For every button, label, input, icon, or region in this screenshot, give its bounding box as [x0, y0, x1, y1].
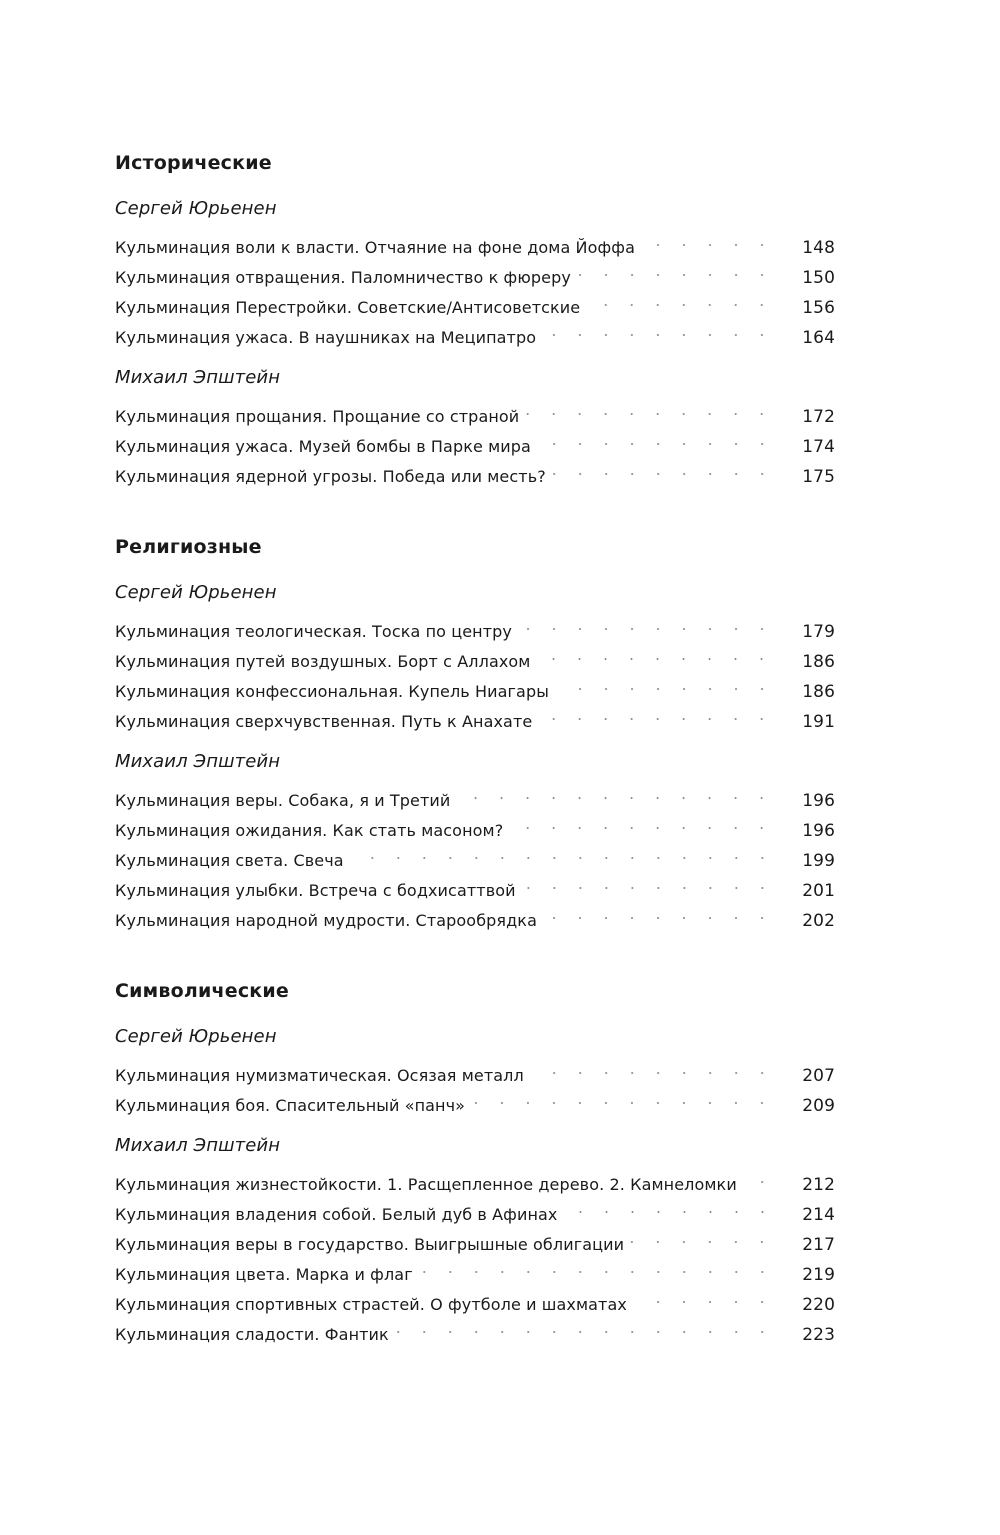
- entry-title: Кульминация цвета. Марка и флаг: [115, 1265, 413, 1284]
- dot-leader: [552, 452, 775, 482]
- dot-leader: [509, 806, 775, 836]
- page-number: 199: [802, 851, 835, 871]
- dot-leader: [536, 637, 775, 667]
- section-title: Исторические: [115, 152, 272, 174]
- author-name: Сергей Юрьенен: [115, 198, 277, 219]
- toc-section: [115, 148, 835, 487]
- dot-leader: [641, 223, 775, 253]
- dot-leader: [525, 392, 775, 422]
- entry-title: Кульминация боя. Спасительный «панч»: [115, 1096, 466, 1115]
- entry-title: Кульминация ужаса. В наушниках на Меципатро: [115, 328, 537, 347]
- page-number: 202: [802, 911, 835, 931]
- author-name: Михаил Эпштейн: [115, 367, 281, 388]
- dot-leader: [537, 422, 775, 452]
- page-number: 191: [802, 712, 835, 732]
- page-number: 164: [802, 328, 835, 348]
- dot-leader: [471, 1081, 775, 1111]
- section-title: Религиозные: [115, 536, 262, 558]
- toc-entry[interactable]: [115, 607, 835, 642]
- entry-title: Кульминация владения собой. Белый дуб в Афинах: [115, 1205, 558, 1224]
- dot-leader: [542, 313, 775, 343]
- table-of-contents: [115, 148, 835, 1345]
- dot-leader: [419, 1250, 775, 1280]
- toc-entry[interactable]: [115, 1160, 835, 1195]
- entry-title: Кульминация ядерной угрозы. Победа или месть?: [115, 467, 546, 486]
- dot-leader: [577, 253, 775, 283]
- author-name: Сергей Юрьенен: [115, 1026, 277, 1047]
- page-number: 186: [802, 682, 835, 702]
- entry-title: Кульминация народной мудрости. Старообрядка: [115, 911, 537, 930]
- author-group: [115, 751, 835, 931]
- dot-leader: [630, 1220, 775, 1250]
- page-number: 209: [802, 1096, 835, 1116]
- page-number: 179: [802, 622, 835, 642]
- author-group: [115, 198, 835, 348]
- page-number: 214: [802, 1205, 835, 1225]
- entry-title: Кульминация улыбки. Встреча с бодхисаттвой: [115, 881, 516, 900]
- toc-section: [115, 976, 835, 1345]
- page-number: 156: [802, 298, 835, 318]
- entry-title: Кульминация путей воздушных. Борт с Аллахом: [115, 652, 531, 671]
- page-number: 186: [802, 652, 835, 672]
- toc-entry[interactable]: [115, 776, 835, 811]
- entry-title: Кульминация Перестройки. Советские/Антисоветские: [115, 298, 581, 317]
- page-number: 148: [802, 238, 835, 258]
- entry-title: Кульминация конфессиональная. Купель Ниагары: [115, 682, 549, 701]
- page-number: 175: [802, 467, 835, 487]
- page-number: 223: [802, 1325, 835, 1345]
- entry-title: Кульминация сладости. Фантик: [115, 1325, 389, 1344]
- entry-title: Кульминация веры. Собака, я и Третий: [115, 791, 451, 810]
- section-title: Символические: [115, 980, 289, 1002]
- dot-leader: [586, 283, 775, 313]
- page-number: 150: [802, 268, 835, 288]
- author-group: [115, 582, 835, 732]
- dot-leader: [518, 607, 775, 637]
- entry-title: Кульминация прощания. Прощание со страной: [115, 407, 520, 426]
- author-group: [115, 1135, 835, 1345]
- entry-title: Кульминация спортивных страстей. О футболе и шахматах: [115, 1295, 627, 1314]
- page-number: 174: [802, 437, 835, 457]
- entry-title: Кульминация воли к власти. Отчаяние на фоне дома Йоффа: [115, 238, 635, 257]
- entry-title: Кульминация веры в государство. Выигрышные облигации: [115, 1235, 625, 1254]
- page-number: 196: [802, 791, 835, 811]
- author-name: Сергей Юрьенен: [115, 582, 277, 603]
- dot-leader: [530, 1051, 775, 1081]
- dot-leader: [522, 866, 775, 896]
- dot-leader: [555, 667, 775, 697]
- dot-leader: [538, 697, 775, 727]
- dot-leader: [543, 896, 775, 926]
- page-number: 201: [802, 881, 835, 901]
- toc-entry[interactable]: [115, 392, 835, 427]
- page-number: 172: [802, 407, 835, 427]
- toc-section: [115, 532, 835, 931]
- entry-title: Кульминация жизнестойкости. 1. Расщепленное дерево. 2. Камнеломки: [115, 1175, 737, 1194]
- toc-entry[interactable]: [115, 1051, 835, 1086]
- entry-title: Кульминация теологическая. Тоска по центру: [115, 622, 512, 641]
- entry-title: Кульминация нумизматическая. Осязая металл: [115, 1066, 524, 1085]
- dot-leader: [633, 1280, 775, 1310]
- page-number: 196: [802, 821, 835, 841]
- author-group: [115, 367, 835, 487]
- page-number: 219: [802, 1265, 835, 1285]
- entry-title: Кульминация света. Свеча: [115, 851, 344, 870]
- entry-title: Кульминация ужаса. Музей бомбы в Парке мира: [115, 437, 531, 456]
- toc-entry[interactable]: [115, 223, 835, 258]
- author-name: Михаил Эпштейн: [115, 751, 281, 772]
- author-name: Михаил Эпштейн: [115, 1135, 281, 1156]
- dot-leader: [456, 776, 775, 806]
- page-number: 207: [802, 1066, 835, 1086]
- page-number: 212: [802, 1175, 835, 1195]
- dot-leader: [743, 1160, 775, 1190]
- author-group: [115, 1026, 835, 1116]
- dot-leader: [564, 1190, 776, 1220]
- page-number: 220: [802, 1295, 835, 1315]
- entry-title: Кульминация сверхчувственная. Путь к Анахате: [115, 712, 533, 731]
- entry-title: Кульминация отвращения. Паломничество к фюреру: [115, 268, 571, 287]
- dot-leader: [350, 836, 775, 866]
- page-number: 217: [802, 1235, 835, 1255]
- dot-leader: [395, 1310, 775, 1340]
- entry-title: Кульминация ожидания. Как стать масоном?: [115, 821, 504, 840]
